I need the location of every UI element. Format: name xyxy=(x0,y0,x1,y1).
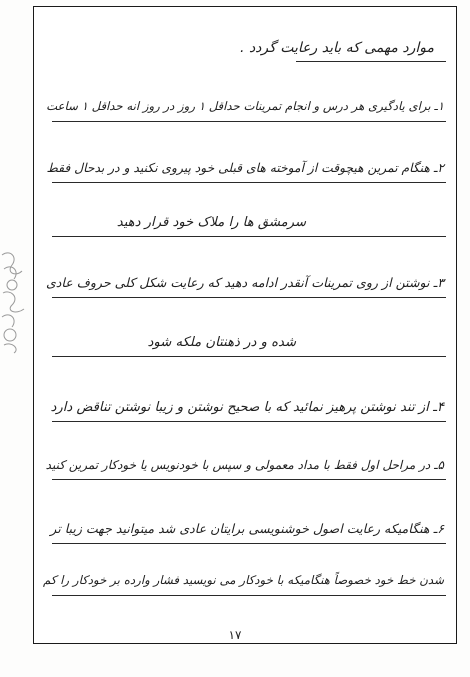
item-5-underline xyxy=(52,479,446,480)
item-2-continuation: سرمشق ها را ملاک خود قرار دهید xyxy=(116,215,306,230)
item-3: ۳ـ نوشتن از روی تمرینات آنقدر ادامه دهید که رعایت شکل کلی حروف عادی xyxy=(45,275,444,290)
item-2-continuation-underline xyxy=(52,236,446,237)
item-4: ۴ـ از تند نوشتن پرهیز نمائید که با صحیح نوشتن و زیبا نوشتن تناقض دارد xyxy=(50,400,444,415)
page-frame xyxy=(33,6,457,644)
item-6-continuation-underline xyxy=(52,595,446,596)
heading-underline xyxy=(296,61,446,62)
item-3-underline xyxy=(52,297,446,298)
item-1-underline xyxy=(52,121,446,122)
item-4-underline xyxy=(52,421,446,422)
item-6-continuation: شدن خط خود خصوصاً هنگامیکه با خودکار می نویسید فشار وارده بر خودکار را کم xyxy=(42,573,444,587)
item-1: ۱ـ برای یادگیری هر درس و انجام تمرینات حداقل ۱ روز در روز انه حداقل ۱ ساعت xyxy=(46,99,444,113)
item-6: ۶ـ هنگامیکه رعایت اصول خوشنویسی برایتان عادی شد میتوانید جهت زیبا تر xyxy=(50,521,444,536)
margin-ornament xyxy=(0,245,30,355)
item-2: ۲ـ هنگام تمرین هیچوقت از آموخته های قبلی خود پیروی نکنید و در بدحال فقط xyxy=(46,161,444,175)
page-heading: موارد مهمی که باید رعایت گردد . xyxy=(240,40,434,56)
item-2-underline xyxy=(52,182,446,183)
item-3-continuation-underline xyxy=(52,356,446,357)
item-6-underline xyxy=(52,543,446,544)
page-number: ۱۷ xyxy=(228,628,242,642)
item-5: ۵ـ در مراحل اول فقط با مداد معمولی و سپس با خودنویس یا خودکار تمرین کنید xyxy=(45,458,444,472)
item-3-continuation: شده و در ذهنتان ملکه شود xyxy=(147,335,296,350)
